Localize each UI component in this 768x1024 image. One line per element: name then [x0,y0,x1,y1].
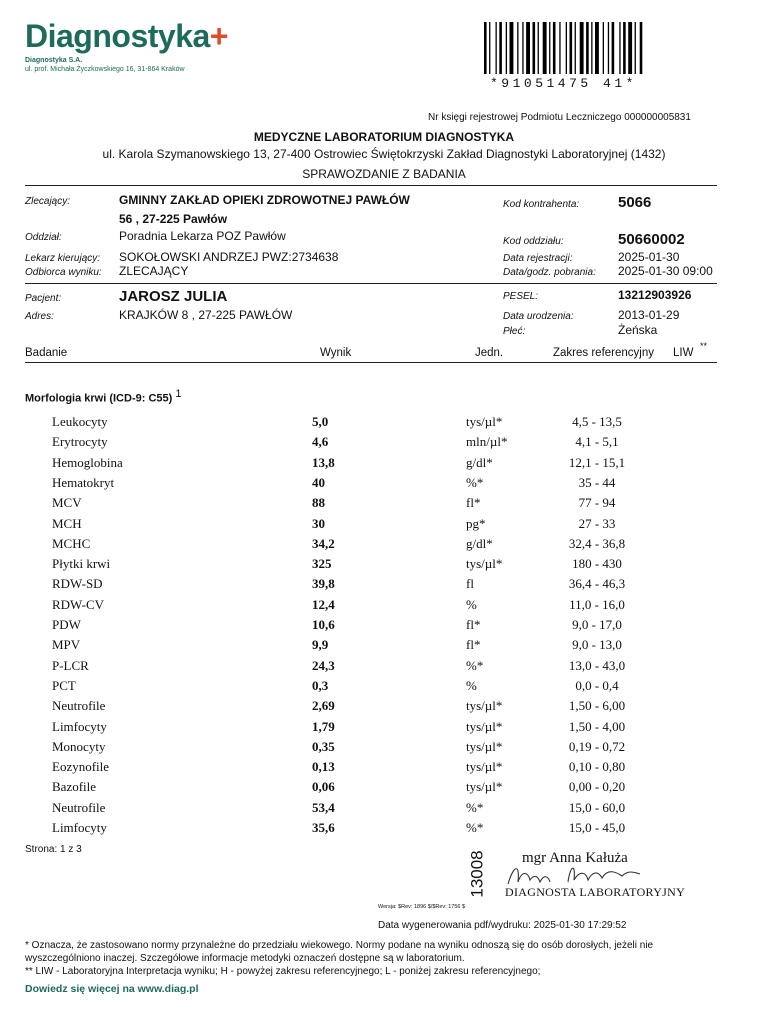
table-row [0,516,768,536]
barcode-bar [533,22,536,74]
test-reference-range: 35 - 44 [578,474,616,490]
kod-kontrahenta-label: Kod kontrahenta: [503,199,580,210]
barcode-bar [559,22,560,74]
test-value: 35,6 [312,820,335,835]
test-name: P-LCR [52,657,89,673]
barcode-bar [517,22,518,74]
barcode-bar [586,22,589,74]
divider [25,283,717,284]
oddzial-value: Poradnia Lekarza POZ Pawłów [119,229,286,243]
barcode-bar [543,22,547,74]
test-unit: mln/µl* [466,434,508,450]
test-unit: tys/µl* [466,779,503,795]
data-pobrania-label: Data/godz. pobrania: [503,267,596,278]
barcode-bar [570,22,573,74]
test-reference-range: 9,0 - 13,0 [572,637,622,653]
page-number: Strona: 1 z 3 [25,844,82,855]
test-unit: %* [466,657,484,673]
section-title: Morfologia krwi (ICD-9: C55) $^1$ [25,388,182,405]
pacjent-label: Pacjent: [25,293,62,304]
test-reference-range: 36,4 - 46,3 [568,576,626,592]
pacjent-value: JAROSZ JULIA [119,288,228,305]
barcode-bar [628,22,632,74]
test-reference-range: 0,10 - 0,80 [568,759,626,775]
test-name: PCT [52,677,76,693]
barcode-bar [484,22,487,74]
test-value: 0,3 [312,677,329,693]
registry-number: Nr księgi rejestrowej Podmiotu Leczniczego 000000005831 [428,112,691,123]
test-value: 30 [312,515,325,531]
test-value: 2,69 [312,698,335,714]
test-value: 34,2 [312,535,335,551]
test-value: 4,6 [312,434,329,450]
barcode-bar [553,22,556,74]
barcode-bar [575,22,576,74]
plus-icon: + [209,18,228,54]
test-unit: tys/µl* [466,556,503,572]
table-row [0,800,768,820]
barcode-text: *91051475 41* [490,76,637,91]
test-reference-range: 11,0 - 16,0 [569,596,625,612]
test-name: Monocyty [52,738,106,754]
col-liw: LIW [673,347,694,359]
pesel-label: PESEL: [503,291,539,302]
adres-label: Adres: [25,311,54,322]
test-name: Limfocyty [52,718,107,734]
test-unit: g/dl* [466,535,493,551]
test-reference-range: 32,4 - 36,8 [568,535,626,551]
barcode-bar [526,22,530,74]
website-link[interactable]: Dowiedz się więcej na www.diag.pl [25,983,199,995]
barcode-bar [635,22,636,74]
col-zakres: Zakres referencyjny [553,347,654,359]
test-unit: tys/µl* [466,759,503,775]
test-reference-range: 12,1 - 15,1 [568,454,626,470]
table-row [0,455,768,475]
col-badanie: Badanie [25,347,68,359]
company-name: Diagnostyka S.A. [25,57,83,64]
barcode-bar [603,22,604,74]
test-name: RDW-CV [52,596,104,612]
data-rejestracji-label: Data rejestracji: [503,253,573,264]
test-name: Neutrofile [52,799,106,815]
test-unit: fl* [466,637,481,653]
report-title: SPRAWOZDANIE Z BADANIA [302,167,466,181]
test-value: 24,3 [312,657,335,673]
test-value: 10,6 [312,617,335,632]
barcode-bar [591,22,592,74]
plec-value: Żeńska [618,323,658,337]
test-value: 0,13 [312,759,335,775]
barcode-bar [538,22,539,74]
test-value: 12,4 [312,596,335,612]
footnote-1: * Oznacza, że zastosowano normy przynależne do przedziału wiekowego. Normy podane na wyniku odnoszą się do osób dorosłych, jeżeli nie [25,940,654,951]
test-unit: tys/µl* [466,414,503,429]
test-reference-range: 0,00 - 0,20 [568,779,626,795]
test-unit: %* [466,799,484,815]
data-pobrania-value: 2025-01-30 09:00 [618,264,713,278]
col-jedn: Jedn. [475,347,504,359]
kod-kontrahenta-value: 5066 [618,194,652,211]
data-urodzenia-label: Data urodzenia: [503,311,574,322]
test-unit: %* [466,474,484,490]
plec-label: Płeć: [503,326,526,337]
zlecajacy-address: 56 , 27-225 Pawłów [119,212,228,226]
test-name: Eozynofile [52,759,110,775]
stamp-number: 13008 [467,850,487,898]
table-row [0,475,768,495]
test-value: 53,4 [312,799,335,815]
test-name: MCH [52,515,82,531]
test-reference-range: 1,50 - 4,00 [568,718,626,734]
table-row [0,759,768,779]
test-unit: tys/µl* [466,738,503,754]
version-info: Wersja: $Rev: 1896 $/$Rev: 1756 $ [378,904,466,910]
table-row [0,658,768,678]
test-reference-range: 4,1 - 5,1 [575,434,619,450]
test-unit: g/dl* [466,454,493,470]
test-reference-range: 1,50 - 6,00 [568,698,626,714]
test-unit: %* [466,820,484,835]
test-name: RDW-SD [52,576,103,592]
table-row [0,719,768,739]
test-unit: fl [466,576,474,592]
test-reference-range: 4,5 - 13,5 [572,414,622,429]
kod-oddzialu-label: Kod oddziału: [503,236,564,247]
barcode-bar [510,22,514,74]
test-name: Erytrocyty [52,434,108,450]
test-reference-range: 0,0 - 0,4 [575,677,619,693]
zlecajacy-value: GMINNY ZAKŁAD OPIEKI ZDROWOTNEJ PAWŁÓW [119,193,410,207]
data-rejestracji-value: 2025-01-30 [618,250,680,264]
test-unit: fl* [466,495,481,511]
test-reference-range: 15,0 - 45,0 [568,820,626,835]
table-row [0,678,768,698]
table-row [0,698,768,718]
table-row [0,820,768,840]
barcode-bar [566,22,567,74]
table-row [0,414,768,434]
barcode-bar [612,22,615,74]
test-reference-range: 27 - 33 [578,515,616,531]
test-name: Neutrofile [52,698,106,714]
generation-date: Data wygenerowania pdf/wydruku: 2025-01-30 17:29:52 [378,920,627,931]
barcode-bar [549,22,550,74]
footnote-3: ** LIW - Laboratoryjna Interpretacja wyniku; H - powyżej zakresu referencyjnego; L - poniżej zakresu referencyjnego; [25,966,541,977]
test-name: Hemoglobina [52,454,123,470]
test-unit: pg* [466,515,486,531]
doctor-name: mgr Anna Kałuża [522,850,628,866]
test-value: 1,79 [312,718,335,734]
doctor-title: DIAGNOSTA LABORATORYJNY [505,885,686,899]
divider [25,362,717,363]
barcode-bar [522,22,523,74]
table-row [0,576,768,596]
barcode-bar [489,22,490,74]
test-value: 13,8 [312,454,335,470]
test-name: Leukocyty [52,414,108,429]
test-value: 325 [312,556,332,572]
diagnostyka-logo: Diagnostyka+ [25,18,228,54]
test-value: 88 [312,495,325,511]
col-liw-sup: ** [700,341,708,351]
footnote-2: wyszczególniono inaczej. Szczegółowe informacje metodyki oznaczeń dostępne są w laboratorium. [25,953,465,964]
test-value: 9,9 [312,637,329,653]
barcode-bar [580,22,584,74]
table-row [0,495,768,515]
test-unit: tys/µl* [466,698,503,714]
odbiorca-value: ZLECAJĄCY [119,264,189,278]
odbiorca-label: Odbiorca wyniku: [25,267,102,278]
test-reference-range: 9,0 - 17,0 [572,617,622,632]
table-row [0,617,768,637]
barcode-bar [608,22,609,74]
barcode-bar [496,22,497,74]
test-unit: % [466,596,477,612]
test-name: MCHC [52,535,91,551]
zlecajacy-label: Zlecający: [25,196,71,207]
adres-value: KRAJKÓW 8 , 27-225 PAWŁÓW [119,308,293,322]
test-value: 40 [312,474,325,490]
test-unit: tys/µl* [466,718,503,734]
col-wynik: Wynik [320,347,352,359]
test-unit: % [466,677,477,693]
test-name: Płytki krwi [52,556,111,572]
barcode-bar [506,22,507,74]
test-name: MCV [52,495,82,511]
test-value: 0,35 [312,738,335,754]
table-row [0,597,768,617]
test-reference-range: 15,0 - 60,0 [568,799,626,815]
oddzial-label: Oddział: [25,232,62,243]
test-name: Limfocyty [52,820,107,835]
barcode-bar [595,22,599,74]
lab-name: MEDYCZNE LABORATORIUM DIAGNOSTYKA [253,130,515,144]
divider [25,185,717,186]
test-reference-range: 13,0 - 43,0 [568,657,626,673]
test-value: 0,06 [312,779,335,795]
barcode [484,22,696,74]
pesel-value: 13212903926 [618,288,692,302]
test-name: Bazofile [52,779,97,795]
table-row [0,637,768,657]
test-value: 39,8 [312,576,335,592]
kod-oddzialu-value: 50660002 [618,231,685,248]
company-address: ul. prof. Michała Życzkowskiego 16, 31-864 Kraków [25,66,185,73]
lab-address: ul. Karola Szymanowskiego 13, 27-400 Ostrowiec Świętokrzyski Zakład Diagnostyki Laboratoryjnej (1432) [102,147,666,161]
barcode-bar [619,22,620,74]
data-urodzenia-value: 2013-01-29 [618,308,680,322]
table-row [0,779,768,799]
table-row [0,536,768,556]
barcode-bar [623,22,626,74]
test-reference-range: 0,19 - 0,72 [568,738,626,754]
lekarz-value: SOKOŁOWSKI ANDRZEJ PWZ:2734638 [119,250,339,264]
test-name: Hematokryt [52,474,115,490]
barcode-bar [499,22,502,74]
barcode-bar [640,22,643,74]
test-value: 5,0 [312,414,329,429]
lekarz-label: Lekarz kierujący: [25,253,101,264]
table-row [0,556,768,576]
test-name: MPV [52,637,81,653]
test-reference-range: 180 - 430 [572,556,622,572]
table-row [0,434,768,454]
test-reference-range: 77 - 94 [578,495,616,511]
test-name: PDW [52,617,81,632]
test-unit: fl* [466,617,481,632]
table-row [0,739,768,759]
